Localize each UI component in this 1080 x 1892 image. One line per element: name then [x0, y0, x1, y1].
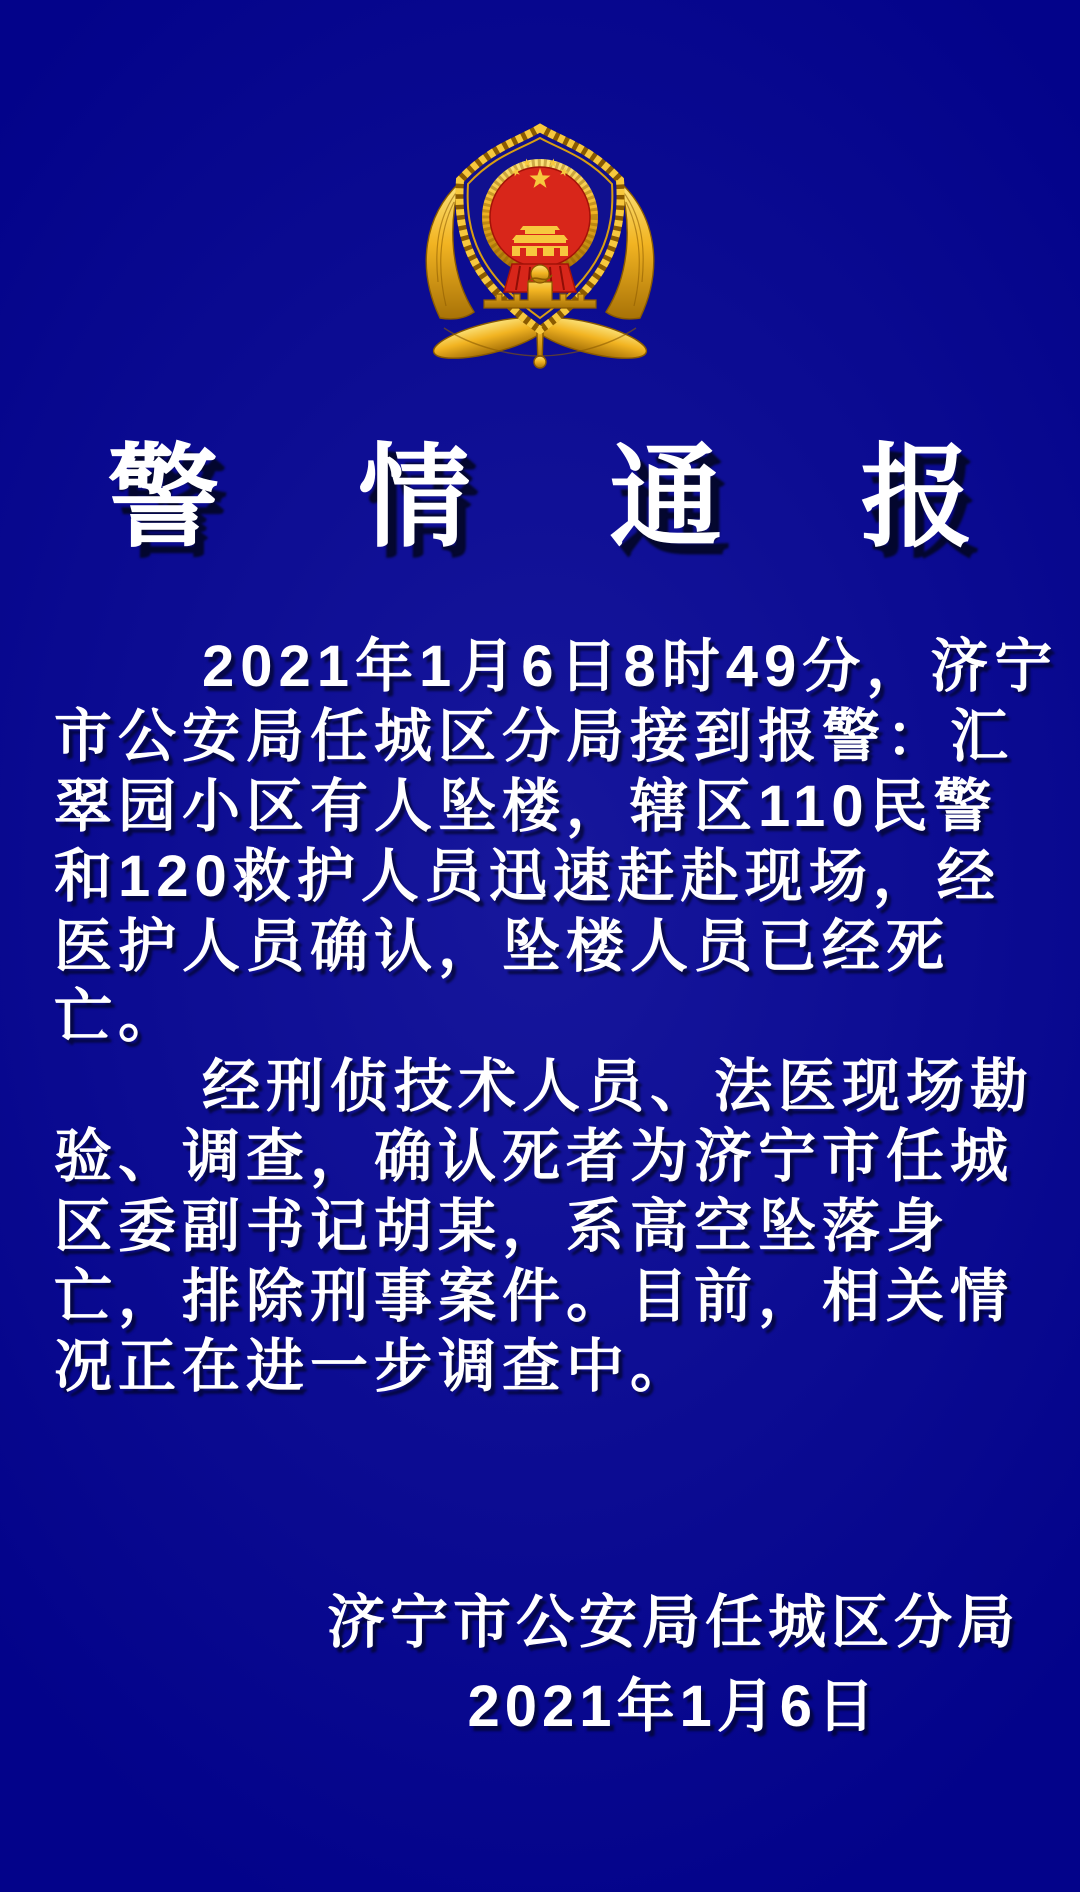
body-text-line: 翠园小区有人坠楼，辖区110民警	[54, 774, 998, 839]
body-text-line: 亡，排除刑事案件。目前，相关情	[54, 1264, 1015, 1329]
notice-title: 警 情 通 报	[107, 435, 1027, 560]
badge-tiananmen-gates	[520, 248, 560, 256]
body-text-line: 医护人员确认，坠楼人员已经死	[54, 914, 951, 979]
badge-national-emblem	[486, 158, 594, 271]
issue-date: 2021年1月6日	[467, 1674, 880, 1739]
body-text-line: 验、调查，确认死者为济宁市任城	[54, 1124, 1015, 1189]
body-text-line: 况正在进一步调查中。	[54, 1334, 695, 1399]
police-emblem-icon	[424, 122, 656, 370]
body-text-line: 亡。	[54, 984, 183, 1049]
body-text-line: 经刑侦技术人员、法医现场勘	[202, 1054, 1035, 1119]
body-text-line: 区委副书记胡某，系高空坠落身	[54, 1194, 951, 1259]
body-text-line: 市公安局任城区分局接到报警：汇	[54, 704, 1015, 769]
issuing-agency: 济宁市公安局任城区分局	[326, 1590, 1020, 1655]
notice-body	[54, 632, 1059, 1402]
body-text-line: 和120救护人员迅速赶赴现场，经	[54, 844, 1001, 909]
body-text-line: 2021年1月6日8时49分，济宁	[202, 634, 1059, 699]
